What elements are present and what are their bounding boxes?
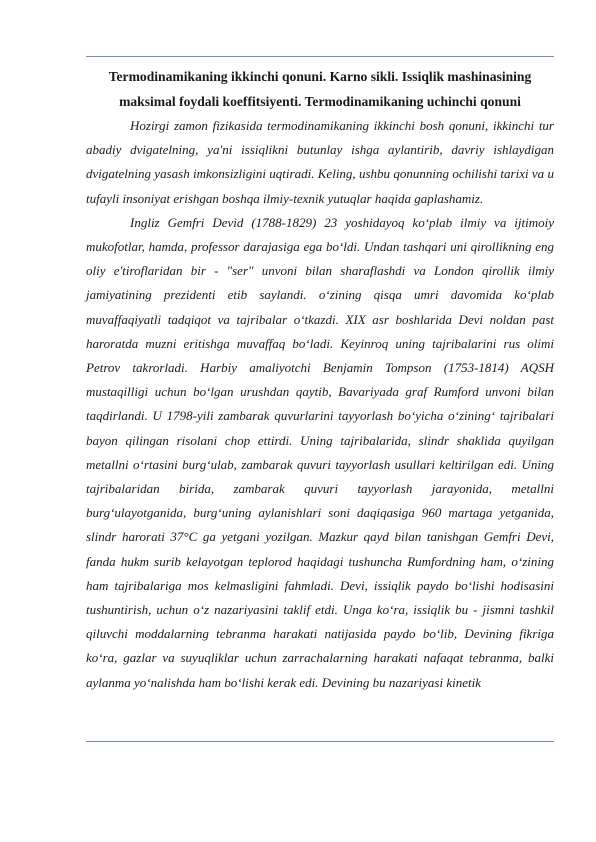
page-body: [86, 64, 554, 695]
paragraph-history: Ingliz Gemfri Devid (1788-1829) 23 yoshidayoq ko‘plab ilmiy va ijtimoiy mukofotlar, hamda, professor darajasiga ega bo‘ldi. Undan tashqari uni qirollikning eng oliy e'tiroflaridan bir - "ser" unvoni bilan sharaflashdi va London qirollik ilmiy jamiyatining prezidenti etib saylandi. o‘zining qisqa umri davomida ko‘plab muvaffaqiyatli tadqiqot va tajribalar o‘tkazdi. XIX asr boshlarida Devi noldan past haroratda muzni eritishga muvaffaq bo‘ladi. Keyinroq uning tajribalarini rus olimi Petrov takrorladi. Harbiy amaliyotchi Benjamin Tompson (1753-1814) AQSH mustaqilligi uchun bo‘lgan urushdan qaytib, Bavariyada graf Rumford unvoni bilan taqdirlandi. U 1798-yili zambarak quvurlarini tayyorlash bo‘yicha o‘zining‘ tajribalari bayon qilingan risolani chop ettirdi. Uning tajribalarida, slindr shaklida quyilgan metallni o‘rtasini burg‘ulab, zambarak quvuri tayyorlash usullari keltirilgan edi. Uning tajribalaridan birida, zambarak quvuri tayyorlash jarayonida, metallni burg‘ulayotganida, burg‘uning aylanishlari soni daqiqasiga 960 martaga yetganida, slindr harorati 37°C ga yetgani yozilgan. Mazkur qayd bilan tanishgan Gemfri Devi, fanda hukm surib kelayotgan teplorod haqidagi tushuncha Rumfordning ham, o‘zining ham tajribalariga mos kelmasligini fahmladi. Devi, issiqlik paydo bo‘lishi hodisasini tushuntirish, uchun o‘z nazariyasini taklif etdi. Unga ko‘ra, issiqlik bu - jismni tashkil qiluvchi moddalarning tebranma harakati natijasida paydo bo‘lib, Devining fikriga ko‘ra, gazlar va suyuqliklar uchun zarrachalarning harakati nafaqat tebranma, balki aylanma yo‘nalishda ham bo‘lishi kerak edi. Devining bu nazariyasi kinetik: [86, 214, 554, 690]
footer-rule: [86, 741, 554, 742]
header-rule: [86, 56, 554, 57]
document-title: Termodinamikaning ikkinchi qonuni. Karno sikli. Issiqlik mashinasining maksimal foydali koeffitsiyenti. Termodinamikaning uchinchi qonuni: [108, 69, 532, 109]
paragraph-intro: Hozirgi zamon fizikasida termodinamikaning ikkinchi bosh qonuni, ikkinchi tur abadiy dvigatelning, ya'ni issiqlikni butunlay ishga aylantirib, davriy ishlaydigan dvigatelning yasash imkonsizligini uqtiradi. Keling, ushbu qonunning ochilishi tarixi va u tufayli insoniyat erishgan boshqa ilmiy-texnik yutuqlar haqida gaplashamiz.: [86, 118, 554, 206]
